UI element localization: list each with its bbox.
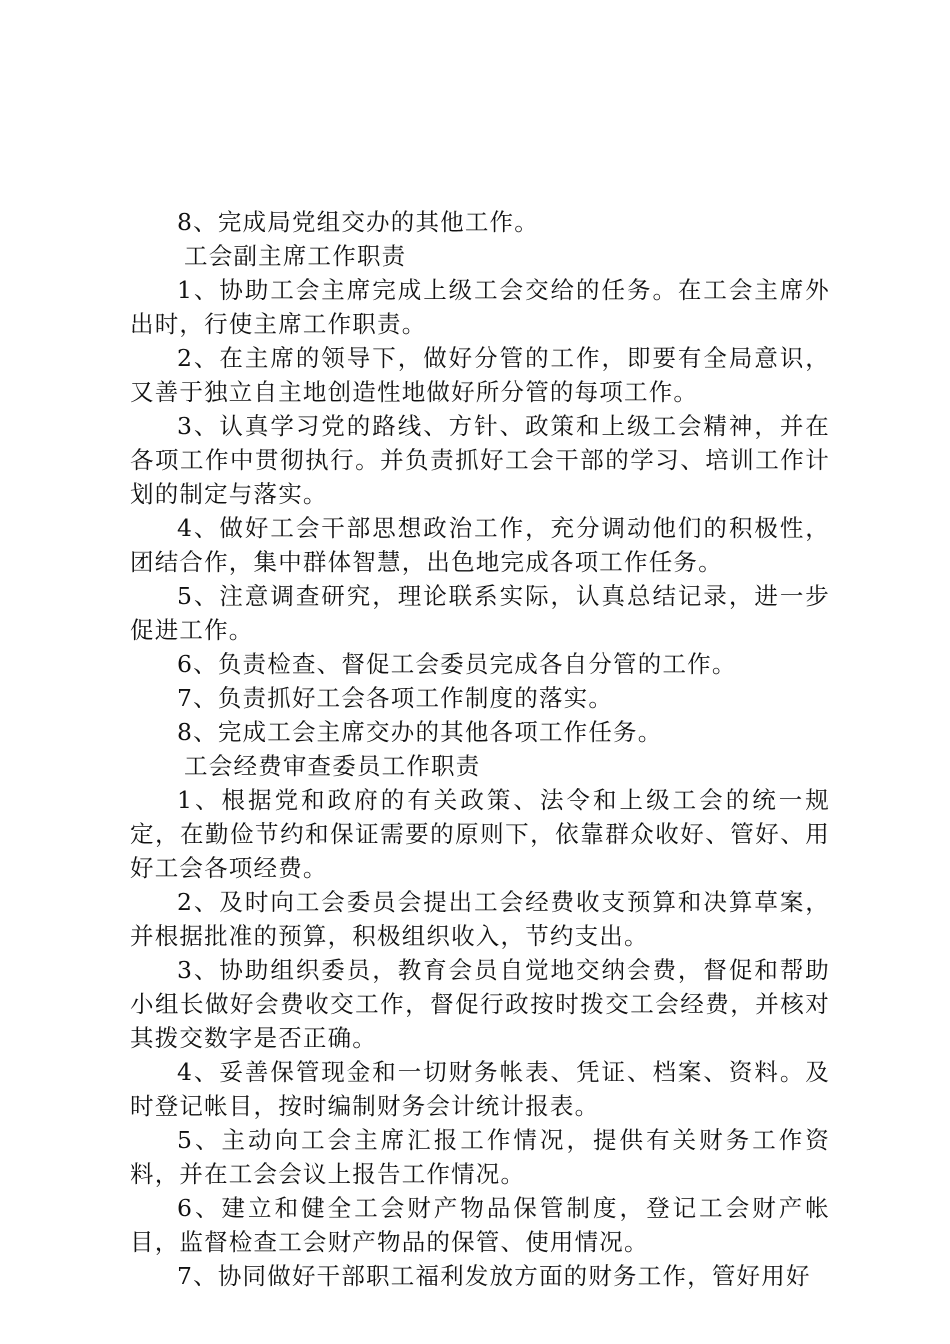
list-item: 4、妥善保管现金和一切财务帐表、凭证、档案、资料。及时登记帐目，按时编制财务会计统计报表。 (130, 1058, 830, 1120)
list-item: 5、主动向工会主席汇报工作情况，提供有关财务工作资料，并在工会会议上报告工作情况。 (130, 1126, 830, 1188)
list-item: 6、负责检查、督促工会委员完成各自分管的工作。 (177, 650, 737, 678)
list-item: 3、认真学习党的路线、方针、政策和上级工会精神，并在各项工作中贯彻执行。并负责抓好工会干部的学习、培训工作计划的制定与落实。 (130, 412, 830, 508)
list-item: 6、建立和健全工会财产物品保管制度，登记工会财产帐目，监督检查工会财产物品的保管、使用情况。 (130, 1194, 830, 1256)
list-item: 1、协助工会主席完成上级工会交给的任务。在工会主席外出时，行使主席工作职责。 (130, 276, 830, 338)
list-item: 1、根据党和政府的有关政策、法令和上级工会的统一规定，在勤俭节约和保证需要的原则下，依靠群众收好、管好、用好工会各项经费。 (130, 786, 830, 882)
list-item: 2、在主席的领导下，做好分管的工作，即要有全局意识，又善于独立自主地创造性地做好所分管的每项工作。 (130, 344, 830, 406)
section-heading-audit-committee: 工会经费审查委员工作职责 (184, 752, 481, 780)
list-item: 2、及时向工会委员会提出工会经费收支预算和决算草案，并根据批准的预算，积极组织收入，节约支出。 (130, 888, 830, 950)
list-item: 5、注意调查研究，理论联系实际，认真总结记录，进一步促进工作。 (130, 582, 830, 644)
document-body (130, 205, 830, 1293)
list-item: 8、完成工会主席交办的其他各项工作任务。 (177, 718, 663, 746)
list-item: 7、协同做好干部职工福利发放方面的财务工作，管好用好 (177, 1262, 811, 1290)
list-item: 8、完成局党组交办的其他工作。 (177, 208, 539, 236)
list-item: 4、做好工会干部思想政治工作，充分调动他们的积极性，团结合作，集中群体智慧，出色地完成各项工作任务。 (130, 514, 830, 576)
list-item: 7、负责抓好工会各项工作制度的落实。 (177, 684, 614, 712)
list-item: 3、协助组织委员，教育会员自觉地交纳会费，督促和帮助小组长做好会费收交工作，督促行政按时拨交工会经费，并核对其拨交数字是否正确。 (130, 956, 830, 1052)
section-heading-vice-chairman: 工会副主席工作职责 (184, 242, 407, 270)
